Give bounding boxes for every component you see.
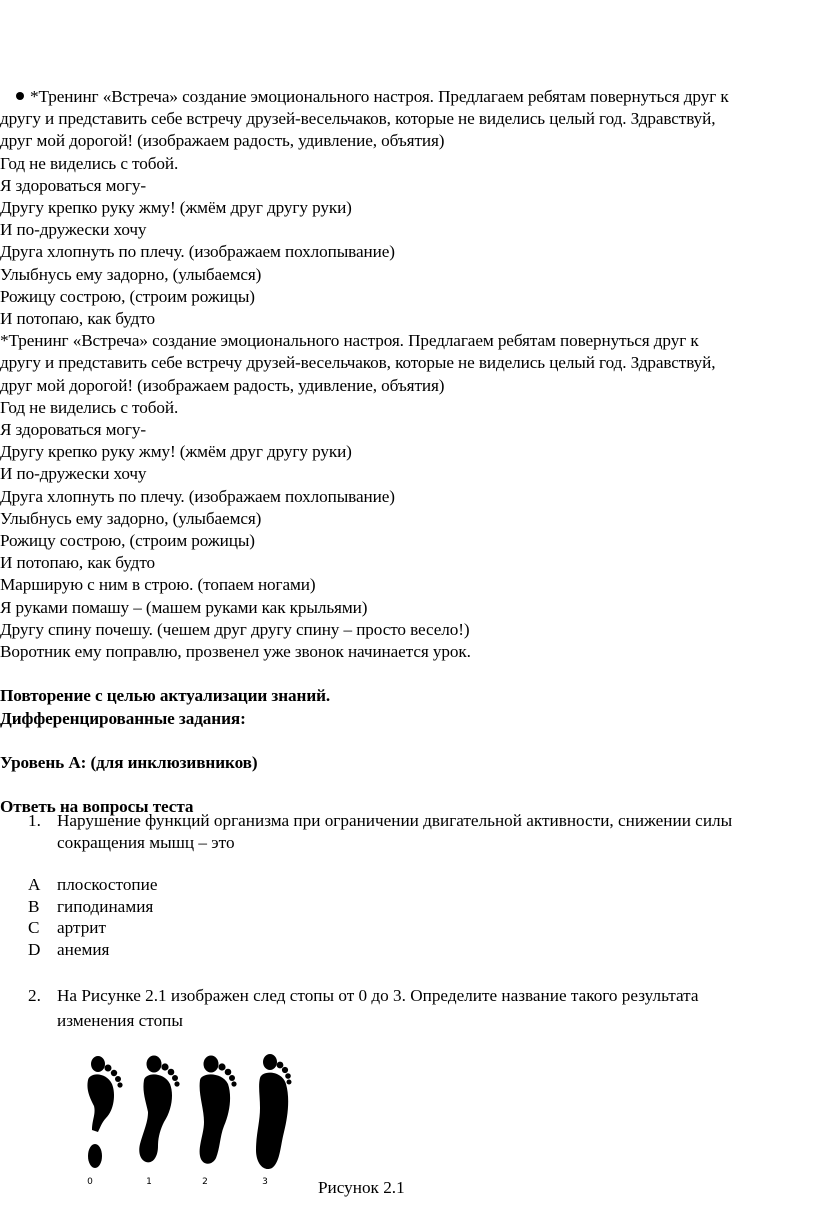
text-line: И по-дружески хочу — [0, 220, 147, 240]
option-letter: A — [28, 875, 41, 894]
text-line: Улыбнусь ему задорно, (улыбаемся) — [0, 508, 262, 528]
heading-differentiated: Дифференцированные задания: — [0, 708, 246, 728]
text-line: Год не виделись с тобой. — [0, 397, 179, 417]
answer-option-d — [28, 939, 109, 961]
spacer — [0, 774, 812, 796]
text-line: Рожицу сострою, (строим рожицы) — [0, 531, 255, 551]
option-letter: C — [28, 918, 40, 937]
footprint-3-icon — [256, 1054, 292, 1169]
option-text: плоскостопие — [57, 875, 158, 894]
spacer — [0, 730, 812, 752]
intro-text — [0, 86, 812, 819]
footprint-0-icon — [87, 1056, 122, 1168]
figure-caption: Рисунок 2.1 — [318, 1178, 405, 1197]
text-line: Рожицу сострою, (строим рожицы) — [0, 286, 255, 306]
spacer — [0, 663, 812, 685]
answer-option-c — [28, 917, 106, 939]
heading-level: Уровень А: (для инклюзивников) — [0, 753, 258, 773]
text-line: друг мой дорогой! (изображаем радость, удивление, объятия) — [0, 375, 445, 395]
question-text — [57, 810, 807, 854]
option-text: анемия — [57, 940, 110, 959]
text-line: изменения стопы — [57, 1011, 183, 1031]
footprint-label-0: 0 — [87, 1177, 93, 1187]
text-line: Другу крепко руку жму! (жмём друг другу руки) — [0, 442, 352, 462]
heading-test: Ответь на вопросы теста — [0, 797, 194, 817]
question-text — [57, 985, 807, 1032]
option-letter: B — [28, 897, 40, 916]
text-line: Год не виделись с тобой. — [0, 153, 179, 173]
footprint-label-1: 1 — [146, 1177, 152, 1187]
option-text: гиподинамия — [57, 897, 154, 916]
footprint-label-3: 3 — [262, 1177, 268, 1187]
intro-lines-a — [0, 108, 812, 330]
text-line: Воротник ему поправлю, прозвенел уже звонок начинается урок. — [0, 642, 471, 662]
intro-lines-b — [0, 330, 812, 663]
text-line: *Тренинг «Встреча» создание эмоционального настроя. Предлагаем ребятам повернуться друг к — [0, 331, 699, 351]
option-text: артрит — [57, 918, 107, 937]
text-line: На Рисунке 2.1 изображен след стопы от 0 до 3. Определите название такого результата — [57, 986, 699, 1005]
text-line: Другу спину почешу. (чешем друг другу спину – просто весело!) — [0, 619, 470, 639]
footprint-1-icon — [139, 1056, 179, 1163]
text-line: Марширую с ним в строю. (топаем ногами) — [0, 575, 316, 595]
heading-repeat: Повторение с целью актуализации знаний. — [0, 686, 331, 706]
question-number: 1. — [28, 811, 41, 830]
answer-option-a — [28, 874, 157, 896]
text-line: сокращения мышц – это — [57, 833, 235, 853]
question-number: 2. — [28, 986, 41, 1005]
answer-option-b — [28, 896, 153, 918]
bullet-icon — [16, 92, 24, 100]
text-line: Я здороваться могу- — [0, 175, 146, 195]
text-line: И потопаю, как будто — [0, 553, 156, 573]
text-line: Я здороваться могу- — [0, 420, 146, 440]
footprint-label-2: 2 — [202, 1177, 208, 1187]
option-letter: D — [28, 940, 41, 959]
text-line: Другу крепко руку жму! (жмём друг другу руки) — [0, 198, 352, 218]
text-line: Я руками помашу – (машем руками как крыльями) — [0, 597, 368, 617]
text-line: Улыбнусь ему задорно, (улыбаемся) — [0, 264, 262, 284]
text-line: другу и представить себе встречу друзей-весельчаков, которые не виделись целый год. Здравствуй, — [0, 353, 716, 373]
text-line: Друга хлопнуть по плечу. (изображаем похлопывание) — [0, 486, 395, 506]
text-line: другу и представить себе встречу друзей-весельчаков, которые не виделись целый год. Здравствуй, — [0, 109, 716, 129]
text-line: Друга хлопнуть по плечу. (изображаем похлопывание) — [0, 242, 395, 262]
text-line: Нарушение функций организма при ограничении двигательной активности, снижении силы — [57, 811, 733, 830]
footprints-figure — [76, 1052, 296, 1192]
text-line: И потопаю, как будто — [0, 309, 156, 329]
text-line: И по-дружески хочу — [0, 464, 147, 484]
intro-first-line: *Тренинг «Встреча» создание эмоционального настроя. Предлагаем ребятам повернуться друг к — [0, 86, 812, 108]
footprint-2-icon — [200, 1056, 237, 1164]
text-line: друг мой дорогой! (изображаем радость, удивление, объятия) — [0, 131, 445, 151]
